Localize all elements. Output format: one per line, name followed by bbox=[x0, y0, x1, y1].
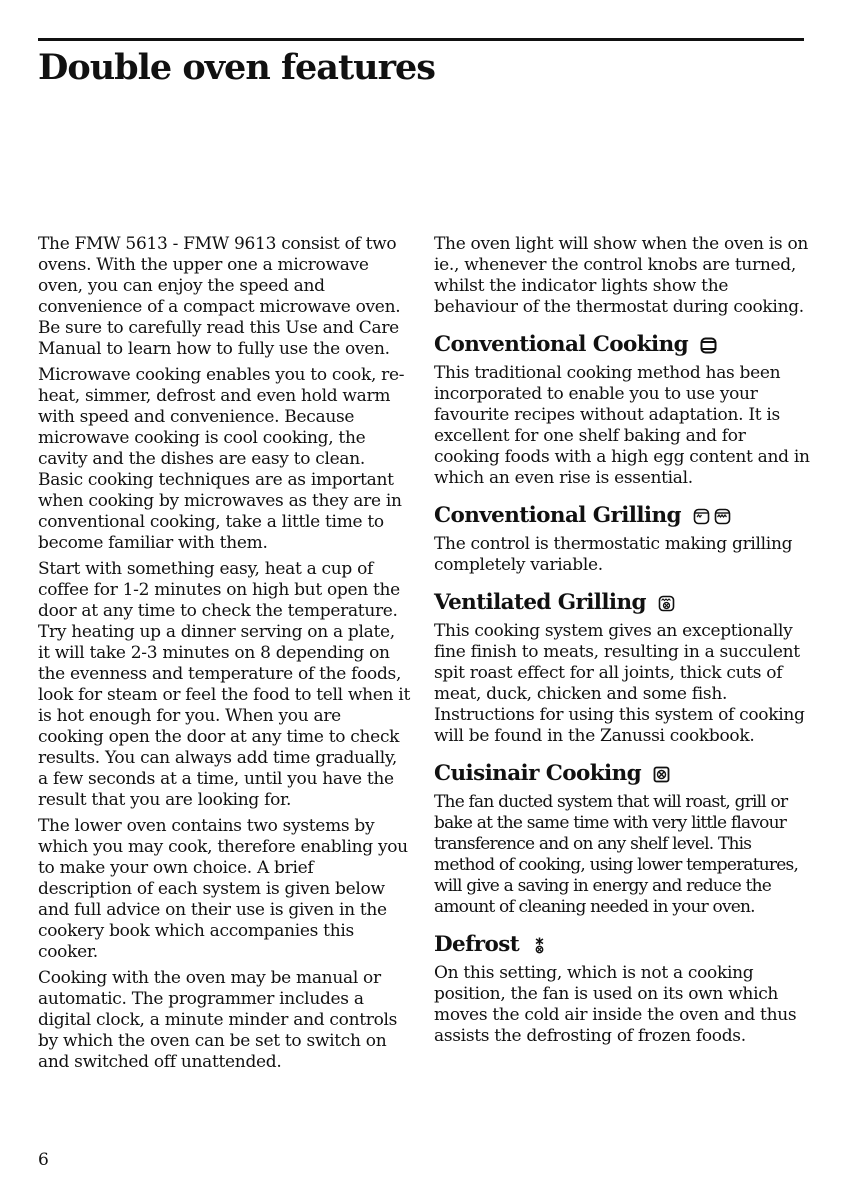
paragraph-microwave: Microwave cooking enables you to cook, re-heat, simmer, defrost and even hold warm with speed and convenience. Because microwave cooking is cool cooking, the cavity and the dishes are easy to clean. Basic cooking techniques are as important when cooking by microwaves as they are in conventional cooking, take a little time to become familiar with them. bbox=[38, 365, 405, 553]
section-body-ventilated-grilling: This cooking system gives an exceptionally fine finish to meats, resulting in a succulent spit roast effect for all joints, thick cuts of meat, duck, chicken and some fish. Instructions for using this system of cooking will be found in the Zanussi cookbook. bbox=[434, 621, 805, 746]
left-column bbox=[38, 234, 410, 1078]
page-title: Double oven features bbox=[38, 47, 435, 88]
heading-conventional-grilling bbox=[434, 503, 814, 529]
page-number: 6 bbox=[38, 1150, 49, 1170]
section-body-conventional-grilling: The control is thermostatic making grilling completely variable. bbox=[434, 534, 793, 575]
grill-full-icon bbox=[714, 508, 731, 525]
conventional-oven-icon bbox=[700, 337, 717, 354]
heading-conventional-cooking bbox=[434, 332, 814, 358]
defrost-snowflake-icon bbox=[531, 937, 548, 954]
paragraph-intro: The FMW 5613 - FMW 9613 consist of two ovens. With the upper one a microwave oven, you can enjoy the speed and convenience of a compact microwave oven. Be sure to carefully read this Use and Care Manual to learn how to fully use the oven. bbox=[38, 234, 401, 359]
paragraph-getting-started: Start with something easy, heat a cup of coffee for 1-2 minutes on high but open the door at any time to check the temperature. Try heating up a dinner serving on a plate, it will take 2-3 minutes on 8 depending on the evenness and temperature of the foods, look for steam or feel the food to tell when it is hot enough for you. When you are cooking open the door at any time to check results. You can always add time gradually, a few seconds at a time, until you have the result that you are looking for. bbox=[38, 559, 410, 810]
top-rule bbox=[38, 38, 804, 41]
heading-text: Cuisinair Cooking bbox=[434, 761, 642, 786]
heading-cuisinair-cooking bbox=[434, 761, 814, 787]
fan-grill-icon bbox=[658, 595, 675, 612]
paragraph-oven-light: The oven light will show when the oven is on ie., whenever the control knobs are turned, whilst the indicator lights show the behaviour of the thermostat during cooking. bbox=[434, 234, 809, 317]
heading-text: Conventional Cooking bbox=[434, 332, 689, 357]
paragraph-lower-oven: The lower oven contains two systems by which you may cook, therefore enabling you to make your own choice. A brief description of each system is given below and full advice on their use is given in the cookery book which accompanies this cooker. bbox=[38, 816, 408, 962]
fan-oven-icon bbox=[653, 766, 670, 783]
grill-half-icon bbox=[693, 508, 710, 525]
heading-ventilated-grilling bbox=[434, 590, 814, 616]
heading-text: Conventional Grilling bbox=[434, 503, 681, 528]
right-column bbox=[434, 234, 814, 1052]
heading-text: Ventilated Grilling bbox=[434, 590, 646, 615]
heading-text: Defrost bbox=[434, 932, 520, 957]
section-body-defrost: On this setting, which is not a cooking position, the fan is used on its own which moves the cold air inside the oven and thus assists the defrosting of frozen foods. bbox=[434, 963, 797, 1046]
section-body-cuisinair-cooking: The fan ducted system that will roast, grill or bake at the same time with very little flavour transference and on any shelf level. This method of cooking, using lower temperatures, will give a saving in energy and reduce the amount of cleaning needed in your oven. bbox=[434, 792, 799, 917]
heading-defrost bbox=[434, 932, 814, 958]
paragraph-programmer: Cooking with the oven may be manual or automatic. The programmer includes a digital clock, a minute minder and controls by which the oven can be set to switch on and switched off unattended. bbox=[38, 968, 398, 1072]
section-body-conventional-cooking: This traditional cooking method has been incorporated to enable you to use your favourite recipes without adaptation. It is excellent for one shelf baking and for cooking foods with a high egg content and in which an even rise is essential. bbox=[434, 363, 810, 488]
